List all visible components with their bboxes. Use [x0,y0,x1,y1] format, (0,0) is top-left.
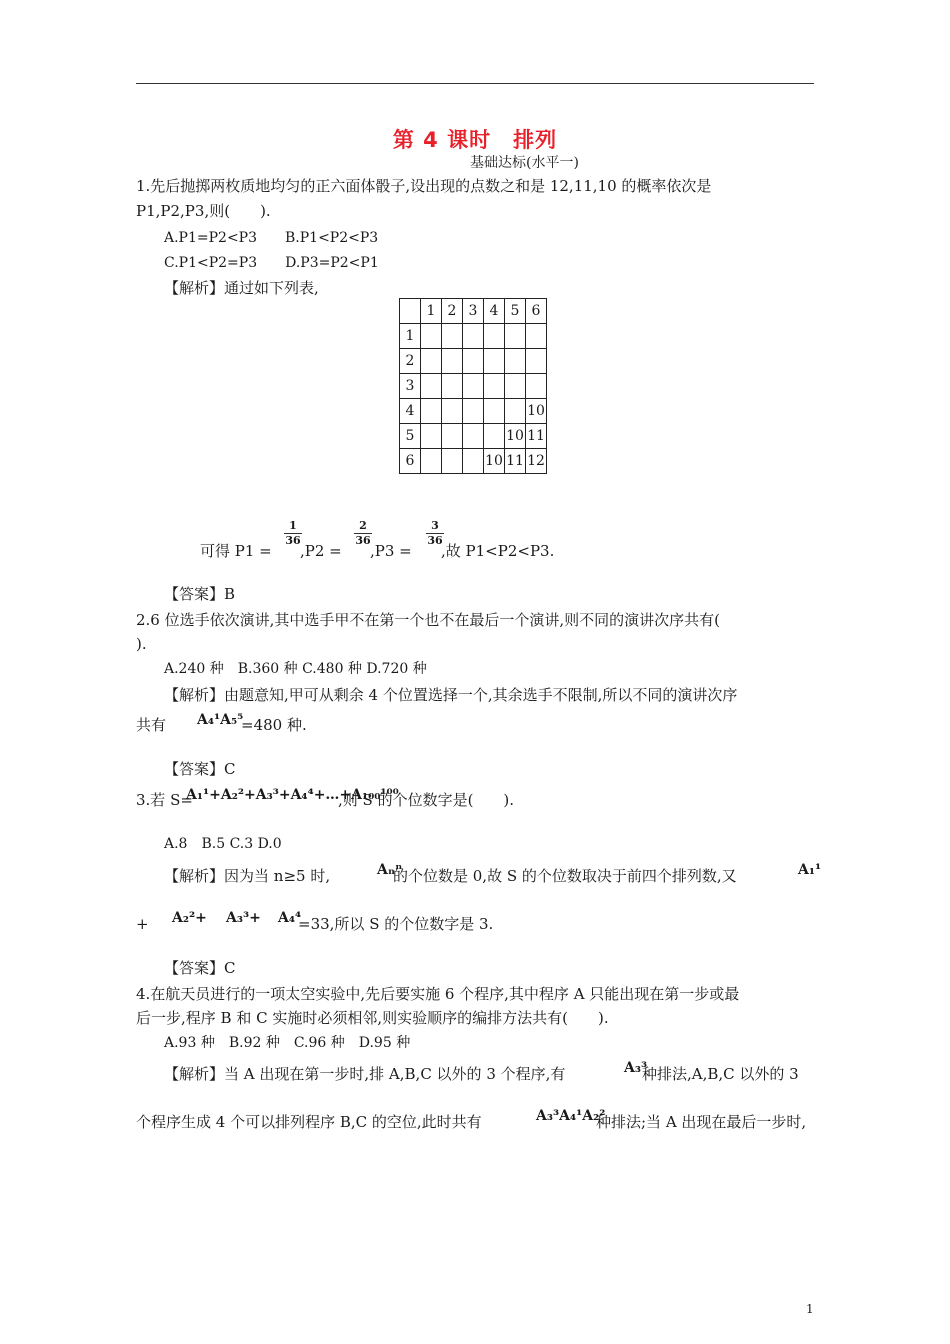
table-row [400,449,547,474]
q3-analysis-plus: + [136,915,149,933]
q4-stem-line2: 后一步,程序 B 和 C 实施时必须相邻,则实验顺序的编排方法共有( ). [136,1009,609,1027]
table-cell [526,374,547,399]
table-cell [505,399,526,424]
table-cell [421,374,442,399]
table-cell: 6 [400,449,421,474]
q2-analysis-line2-suffix: =480 种. [241,716,307,734]
q1-result-mid1: ,P2 = [300,542,342,560]
table-cell [484,374,505,399]
table-row [400,349,547,374]
fraction-1-36: 1 36 [285,519,301,547]
header-rule [136,83,814,84]
q3-stem-suffix: ,则 S 的个位数字是( ). [338,791,515,809]
q1-result-mid2: ,P3 = [370,542,412,560]
q4-analysis-formula1: A₃³ [624,1060,648,1076]
table-cell [421,399,442,424]
table-cell [505,374,526,399]
q1-stem-line2: P1,P2,P3,则( ). [136,202,271,220]
q3-analysis-formula1: Aₙⁿ [377,862,403,878]
table-cell [421,424,442,449]
q2-analysis-line1: 【解析】由题意知,甲可从剩余 4 个位置选择一个,其余选手不限制,所以不同的演讲次序 [164,686,738,704]
q2-stem-line1: 2.6 位选手依次演讲,其中选手甲不在第一个也不在最后一个演讲,则不同的演讲次序共有( [136,611,721,629]
q3-analysis-formula5: A₄⁴ [278,910,302,926]
q1-answer: 【答案】B [164,585,236,603]
table-cell [442,424,463,449]
table-cell: 3 [400,374,421,399]
table-cell [484,424,505,449]
table-cell [484,324,505,349]
q2-options: A.240 种 B.360 种 C.480 种 D.720 种 [164,661,427,677]
table-cell [463,324,484,349]
q4-analysis-part2: 种排法,A,B,C 以外的 3 [642,1065,799,1083]
fraction-2-36: 2 36 [355,519,371,547]
q3-analysis-formula3: A₂²+ [172,910,207,926]
page-title: 第 4 课时 排列 [392,128,558,152]
q1-analysis-text: 通过如下列表, [224,279,319,297]
q3-analysis-formula2: A₁¹ [798,862,822,878]
table-cell [526,349,547,374]
q4-analysis-line2-prefix: 个程序生成 4 个可以排列程序 B,C 的空位,此时共有 [136,1113,482,1131]
table-cell [421,349,442,374]
q3-answer-value: C [224,959,236,977]
fraction-3-36: 3 36 [427,519,443,547]
q2-analysis-line2-prefix: 共有 [136,716,167,734]
table-cell [442,349,463,374]
table-cell: 1 [421,299,442,324]
table-row [400,324,547,349]
table-cell: 4 [400,399,421,424]
q3-stem-prefix: 3.若 S= [136,791,193,809]
table-row [400,299,547,324]
q3-answer: 【答案】C [164,959,236,977]
q4-analysis-line2-suffix: 种排法;当 A 出现在最后一步时, [596,1113,807,1131]
table-cell [463,374,484,399]
table-row [400,424,547,449]
table-cell [421,449,442,474]
table-row [400,399,547,424]
page-number: 1 [806,1302,814,1316]
table-cell [463,449,484,474]
table-cell [463,424,484,449]
q1-answer-value: B [224,585,236,603]
q1-stem-line1: 1.先后抛掷两枚质地均匀的正六面体骰子,设出现的点数之和是 12,11,10 的概率依次是 [136,177,712,195]
q1-analysis-label: 【解析】 [164,279,225,297]
q4-analysis-formula2: A₃³A₄¹A₂² [536,1108,606,1124]
table-row [400,374,547,399]
table-cell: 10 [526,399,547,424]
q2-answer-value: C [224,760,236,778]
table-cell [484,349,505,374]
table-cell [484,399,505,424]
table-cell: 4 [484,299,505,324]
q3-options: A.8 B.5 C.3 D.0 [164,836,282,852]
table-cell [463,399,484,424]
q2-stem-line2: ). [136,635,147,653]
q4-options: A.93 种 B.92 种 C.96 种 D.95 种 [164,1035,411,1051]
table-cell [463,349,484,374]
table-cell: 10 [484,449,505,474]
q4-analysis-part1: 【解析】当 A 出现在第一步时,排 A,B,C 以外的 3 个程序,有 [164,1065,566,1083]
table-cell: 10 [505,424,526,449]
table-cell: 2 [442,299,463,324]
table-cell [505,324,526,349]
table-cell [421,324,442,349]
table-cell [526,324,547,349]
table-cell: 11 [526,424,547,449]
q1-analysis [164,278,319,298]
q2-answer: 【答案】C [164,760,236,778]
table-cell [505,349,526,374]
q4-stem-line1: 4.在航天员进行的一项太空实验中,先后要实施 6 个程序,其中程序 A 只能出现在第一步或最 [136,985,740,1003]
dice-sum-table [399,298,547,474]
q2-analysis-formula: A₄¹A₅⁵ [197,712,244,728]
table-cell [442,374,463,399]
q1-options-row2: C.P1<P2=P3 D.P3=P2<P1 [164,255,379,271]
table-cell [442,399,463,424]
q3-stem-formula: A₁¹+A₂²+A₃³+A₄⁴+…+A₁₀₀¹⁰⁰ [186,787,399,803]
table-cell: 6 [526,299,547,324]
q3-analysis-line2-suffix: =33,所以 S 的个位数字是 3. [298,915,494,933]
table-cell: 11 [505,449,526,474]
table-cell: 5 [400,424,421,449]
table-cell: 1 [400,324,421,349]
table-cell [400,299,421,324]
table-cell: 12 [526,449,547,474]
table-cell [442,449,463,474]
q1-result-prefix: 可得 P1 = [200,542,272,560]
q1-result-suffix: ,故 P1<P2<P3. [441,542,555,560]
q3-analysis-formula4: A₃³+ [226,910,261,926]
table-cell: 2 [400,349,421,374]
q3-analysis-part2: 的个位数是 0,故 S 的个位数取决于前四个排列数,又 [393,867,737,885]
table-cell: 3 [463,299,484,324]
table-cell [442,324,463,349]
page-subtitle: 基础达标(水平一) [470,155,579,171]
q3-analysis-part1: 【解析】因为当 n≥5 时, [164,867,331,885]
table-cell: 5 [505,299,526,324]
q1-options-row1: A.P1=P2<P3 B.P1<P2<P3 [164,230,379,246]
